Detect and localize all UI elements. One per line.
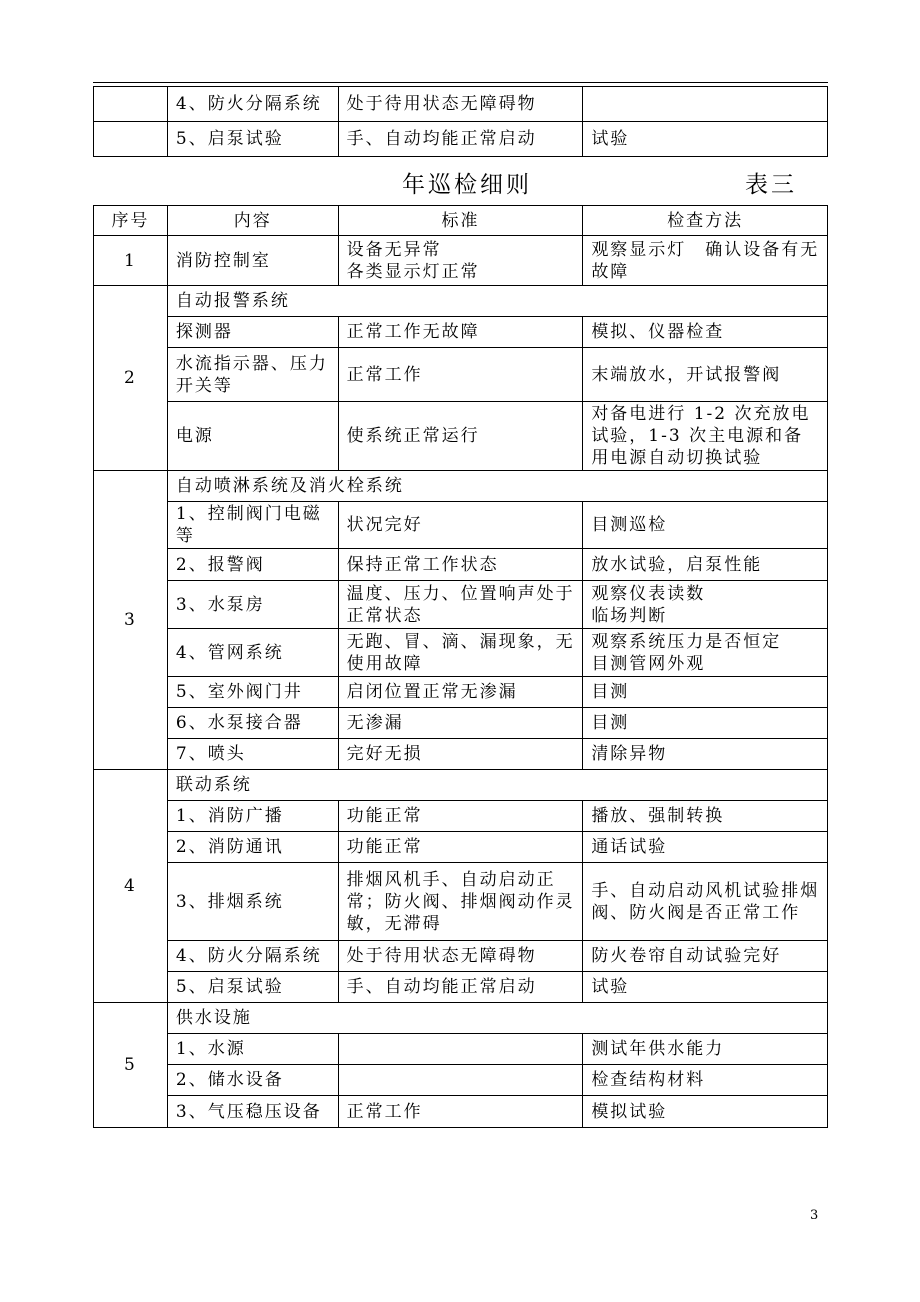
item-cell: 2、消防通讯 [167, 832, 338, 863]
standard-cell: 无渗漏 [338, 708, 583, 739]
item-cell: 4、防火分隔系统 [167, 941, 338, 972]
method-cell: 试验 [583, 122, 828, 157]
table-label: 表三 [745, 172, 797, 198]
method-cell: 清除异物 [583, 739, 828, 770]
table-row [94, 832, 828, 863]
method-cell: 播放、强制转换 [583, 801, 828, 832]
table-row [94, 549, 828, 581]
standard-cell: 状况完好 [338, 502, 583, 549]
table-row [94, 863, 828, 941]
standard-cell: 完好无损 [338, 739, 583, 770]
item-cell: 1、控制阀门电磁等 [167, 502, 338, 549]
item-cell: 4、管网系统 [167, 629, 338, 677]
standard-cell: 处于待用状态无障碍物 [338, 941, 583, 972]
method-cell: 模拟试验 [583, 1096, 828, 1128]
method-cell: 放水试验，启泵性能 [583, 549, 828, 581]
section-heading: 自动报警系统 [167, 286, 827, 317]
inspection-table [93, 205, 828, 1128]
method-cell: 通话试验 [583, 832, 828, 863]
method-cell: 观察系统压力是否恒定 目测管网外观 [583, 629, 828, 677]
page-number: 3 [810, 1208, 819, 1223]
method-cell: 对备电进行 1-2 次充放电试验，1-3 次主电源和备用电源自动切换试验 [583, 402, 828, 471]
item-cell: 水流指示器、压力开关等 [167, 348, 338, 402]
item-cell: 消防控制室 [167, 236, 338, 286]
table-row [94, 708, 828, 739]
header-content: 内容 [167, 206, 338, 236]
standard-cell [338, 1034, 583, 1065]
standard-cell [338, 1065, 583, 1096]
table-row [94, 629, 828, 677]
method-cell: 目测巡检 [583, 502, 828, 549]
method-cell: 目测 [583, 677, 828, 708]
table-row [94, 122, 828, 157]
header-no: 序号 [94, 206, 168, 236]
table-row [94, 317, 828, 348]
no-cell [94, 122, 168, 157]
table-row [94, 502, 828, 549]
method-cell: 末端放水，开试报警阀 [583, 348, 828, 402]
table-row [94, 801, 828, 832]
standard-cell: 温度、压力、位置响声处于正常状态 [338, 581, 583, 629]
item-cell: 3、水泵房 [167, 581, 338, 629]
table-row [94, 87, 828, 122]
page-title: 年巡检细则 [402, 172, 532, 198]
continuation-table [93, 86, 828, 157]
standard-cell: 功能正常 [338, 832, 583, 863]
standard-cell: 无跑、冒、滴、漏现象，无使用故障 [338, 629, 583, 677]
table-row [94, 1065, 828, 1096]
section-heading: 自动喷淋系统及消火栓系统 [167, 471, 827, 502]
section-heading-row [94, 770, 828, 801]
section-number: 2 [94, 286, 168, 471]
header-standard: 标准 [338, 206, 583, 236]
method-cell [583, 87, 828, 122]
standard-cell: 手、自动均能正常启动 [338, 122, 583, 157]
standard-cell: 功能正常 [338, 801, 583, 832]
standard-cell: 正常工作 [338, 348, 583, 402]
method-cell: 检查结构材料 [583, 1065, 828, 1096]
table-row [94, 739, 828, 770]
method-cell: 防火卷帘自动试验完好 [583, 941, 828, 972]
standard-cell: 手、自动均能正常启动 [338, 972, 583, 1003]
item-cell: 5、室外阀门井 [167, 677, 338, 708]
standard-cell: 正常工作 [338, 1096, 583, 1128]
table-row [94, 348, 828, 402]
item-cell: 5、启泵试验 [167, 972, 338, 1003]
item-cell: 2、报警阀 [167, 549, 338, 581]
item-cell: 1、水源 [167, 1034, 338, 1065]
table-row [94, 236, 828, 286]
method-cell: 观察显示灯 确认设备有无故障 [583, 236, 828, 286]
item-cell: 5、启泵试验 [167, 122, 338, 157]
standard-cell: 保持正常工作状态 [338, 549, 583, 581]
table-row [94, 677, 828, 708]
table-row [94, 941, 828, 972]
standard-cell: 设备无异常 各类显示灯正常 [338, 236, 583, 286]
section-heading: 供水设施 [167, 1003, 827, 1034]
table-row [94, 972, 828, 1003]
section-heading-row [94, 286, 828, 317]
section-number: 3 [94, 471, 168, 770]
no-cell [94, 87, 168, 122]
section-number: 5 [94, 1003, 168, 1128]
section-number: 4 [94, 770, 168, 1003]
item-cell: 2、储水设备 [167, 1065, 338, 1096]
table-header-row [94, 206, 828, 236]
method-cell: 模拟、仪器检查 [583, 317, 828, 348]
standard-cell: 排烟风机手、自动启动正常；防火阀、排烟阀动作灵敏，无滞碍 [338, 863, 583, 941]
standard-cell: 使系统正常运行 [338, 402, 583, 471]
header-method: 检查方法 [583, 206, 828, 236]
standard-cell: 处于待用状态无障碍物 [338, 87, 583, 122]
table-row [94, 1096, 828, 1128]
table-row [94, 1034, 828, 1065]
section-heading-row [94, 1003, 828, 1034]
table-row [94, 402, 828, 471]
section-heading-row [94, 471, 828, 502]
item-cell: 1、消防广播 [167, 801, 338, 832]
standard-cell: 启闭位置正常无渗漏 [338, 677, 583, 708]
method-cell: 手、自动启动风机试验排烟阀、防火阀是否正常工作 [583, 863, 828, 941]
item-cell: 4、防火分隔系统 [167, 87, 338, 122]
section-heading: 联动系统 [167, 770, 827, 801]
method-cell: 测试年供水能力 [583, 1034, 828, 1065]
method-cell: 目测 [583, 708, 828, 739]
method-cell: 观察仪表读数 临场判断 [583, 581, 828, 629]
item-cell: 探测器 [167, 317, 338, 348]
item-cell: 3、排烟系统 [167, 863, 338, 941]
item-cell: 电源 [167, 402, 338, 471]
section-number: 1 [94, 236, 168, 286]
item-cell: 3、气压稳压设备 [167, 1096, 338, 1128]
item-cell: 6、水泵接合器 [167, 708, 338, 739]
item-cell: 7、喷头 [167, 739, 338, 770]
top-rule [93, 82, 828, 83]
table-row [94, 581, 828, 629]
method-cell: 试验 [583, 972, 828, 1003]
standard-cell: 正常工作无故障 [338, 317, 583, 348]
